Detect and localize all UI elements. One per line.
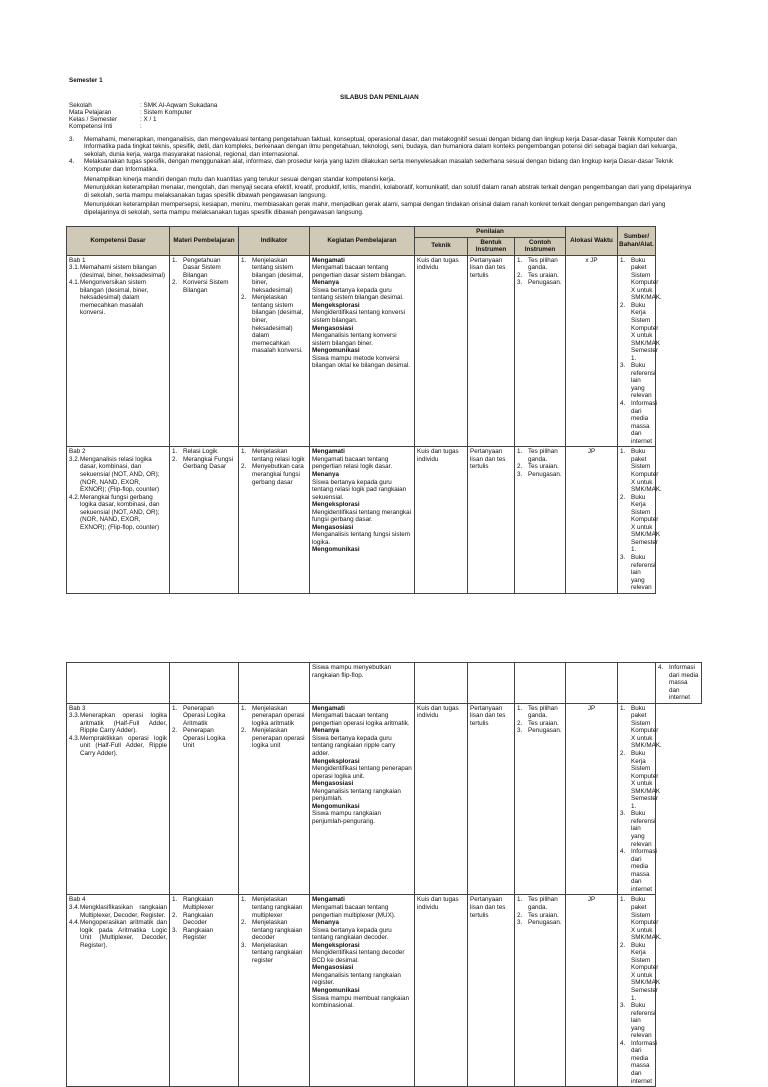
ki4-line: Menunjukkan keterampilan mempersepsi, kesiapan, meniru, membiasakan gerak mahir, menjadikan gerak alami, sampai dengan tindakan orisinal dalam ranah konkret terkait dengan pengembangan dari yang xyxy=(84,201,666,208)
header-bentuk: Bentuk Instrumen xyxy=(468,237,515,255)
step-heading: Menanya xyxy=(312,470,339,478)
list-item: Rangkaian Register xyxy=(183,926,214,942)
alokasi-cell: JP xyxy=(566,447,618,593)
bentuk-cell: Pertanyaan lisan dan tes tertulis xyxy=(468,447,515,593)
list-item: Penugasan. xyxy=(528,470,562,478)
list-item: Menjelaskan tentang rangkaian register xyxy=(252,941,303,964)
kegiatan-cell xyxy=(310,703,415,895)
list-item: Menjelaskan tentang sistem bilangan (desimal, biner, heksadesimal) xyxy=(252,256,304,294)
step-heading: Mengomunikasi xyxy=(312,347,360,355)
list-item: Buku referensi lain yang relevan xyxy=(631,553,656,592)
school-value: : SMK Al-Aqwam Sukadana xyxy=(140,102,218,109)
list-item: Informasi dari media massa dan internet xyxy=(631,400,657,445)
list-item: Tes pilihan ganda. xyxy=(528,896,558,911)
list-item: Buku paket Sistem Komputer X untuk SMK/MAK. xyxy=(631,256,662,302)
step-heading: Mengomunikasi xyxy=(312,546,360,554)
materi-cell: 1. Rangkaian Multiplexer 2. Rangkaian Decoder 3. Rangkaian Register xyxy=(170,895,239,1087)
chapter-title: Bab 1 xyxy=(69,256,86,264)
list-item: Menjelaskan tentang rangkaian decoder xyxy=(252,919,303,942)
sumber-cell: 1. Buku paket Sistem Komputer X untuk SMK/MAK. 2. Buku Kerja Sistem Komputer X untuk SMK/MAK Semester 1. 3. Buku referensi lain yang relevan 4. Informasi dari media massa dan internet xyxy=(618,895,656,1087)
contoh-cell: 1. Tes pilihan ganda. 2. Tes uraian. 3. Penugasan. xyxy=(515,255,566,447)
kd-text: Menganalisis relasi logika dasar, kombinasi, dan sekuensial (NOT, AND, OR); (NOR, NAND, EXOR, EXNOR); (Flip-flop, counter) xyxy=(80,455,160,494)
step-text: Siswa mampu membuat rangkaian kombinasional. xyxy=(312,994,409,1010)
teknik-cell: Kuis dan tugas individu xyxy=(415,895,468,1087)
kd-text: Mempraktikkan operasi logik unit (Half-Full Adder, Ripple Carry Adder). xyxy=(80,734,167,758)
materi-cell: 1. Pengetahuan Dasar Sistem Bilangan 2. Konversi Sistem Bilangan xyxy=(170,255,239,447)
list-item: Menjelaskan tentang sistem bilangan (desimal, biner, heksadesimal) dalam memecahkan masalah konversi. xyxy=(252,294,304,355)
step-heading: Mengasosiasi xyxy=(312,324,354,332)
kd-number: 3.2. xyxy=(69,455,80,463)
kd-cell xyxy=(67,447,170,593)
step-text: Mengamati bacaan tentang pengertian dasar sistem bilangan. xyxy=(312,264,407,279)
contoh-cell: 1. Tes pilihan ganda. 2. Tes uraian. 3. Penugasan. xyxy=(515,703,566,895)
contoh-cell: 1. Tes pilihan ganda. 2. Tes uraian. 3. Penugasan. xyxy=(515,895,566,1087)
list-item: Menjelaskan tentang rangkaian multiplexer xyxy=(252,896,303,919)
chapter-title: Bab 2 xyxy=(69,448,86,456)
syllabus-table-continued xyxy=(66,662,702,1087)
list-item: Buku Kerja Sistem Komputer X untuk SMK/MAK Semester 1. xyxy=(631,493,661,554)
chapter-title: Bab 3 xyxy=(69,704,86,712)
chapter-title: Bab 4 xyxy=(69,896,86,904)
list-item: Buku referensi lain yang relevan xyxy=(631,810,656,848)
kd-text: Mengoperasikan aritmatik dan logik pada Aritmatika Logic Unit (Multiplexer, Decoder, Register). xyxy=(80,919,167,949)
list-item: Penerapan Operasi Logika Aritmatik xyxy=(183,704,226,727)
step-text: Menganalisis tentang rangkaian register. xyxy=(312,971,401,987)
class-value: : X / 1 xyxy=(140,116,157,123)
kegiatan-cell xyxy=(310,895,415,1087)
alokasi-cell: JP xyxy=(566,703,618,895)
teknik-cell: Kuis dan tugas individu xyxy=(415,447,468,593)
step-heading: Mengeksplorasi xyxy=(312,301,360,309)
table-row xyxy=(67,255,702,447)
kd-text: Memahami sistem bilangan (desimal, biner, heksadesimal) xyxy=(80,264,166,279)
ki4-line: di sekolah, serta mampu melaksanakan tugas spesifik dibawah pengawasan langsung. xyxy=(84,192,327,199)
kd-number: 3.4. xyxy=(69,903,80,911)
list-item: Tes uraian. xyxy=(528,271,559,279)
header-teknik: Teknik xyxy=(415,237,468,255)
list-item: Tes pilihan ganda. xyxy=(528,448,558,463)
list-item: Konversi Sistem Bilangan xyxy=(183,279,229,294)
school-label: Sekolah xyxy=(69,102,92,109)
alokasi-cell: x JP xyxy=(566,255,618,447)
list-item: Buku Kerja Sistem Komputer X untuk SMK/MAK Semester 1. xyxy=(631,301,661,362)
sumber-cell: 1. Buku paket Sistem Komputer X untuk SMK/MAK. 2. Buku Kerja Sistem Komputer X untuk SMK/MAK Semester 1. 3. Buku referensi lain yang relevan xyxy=(618,447,656,593)
document-title: SILABUS DAN PENILAIAN xyxy=(340,94,419,101)
list-item: Menjelaskan penerapan operasi logika unit xyxy=(252,727,305,750)
kd-text: Menerapkan operasi logika aritmatik (Half-Full Adder, Ripple Carry Adder). xyxy=(80,712,167,735)
ki4-line: Melaksanakan tugas spesifik, dengan menggunakan alat, informasi, dan prosedur kerja yang lazim dilakukan serta menyelesaikan masalah sederhana sesuai dengan bidang dan lingkup kerja Dasar-dasar Teknik xyxy=(84,158,673,165)
kd-cell xyxy=(67,703,170,895)
list-item: Penugasan. xyxy=(528,919,562,927)
teknik-cell: Kuis dan tugas individu xyxy=(415,703,468,895)
table-row xyxy=(67,703,702,895)
list-item: Tes pilihan ganda. xyxy=(528,704,558,720)
list-item: Rangkaian Decoder xyxy=(183,911,214,927)
ki4-line: Menunjukkan keterampilan menalar, mengolah, dan menyaji secara efektif, kreatif, produktif, kritis, mandiri, kolaboratif, komunikatif, dan solutif dalam ranah abstrak terkait dengan pengembangan dari yang dipelajarinya xyxy=(84,184,692,191)
step-heading: Menanya xyxy=(312,727,339,735)
kd-number: 4.3. xyxy=(69,734,80,742)
list-item: Buku paket Sistem Komputer X untuk SMK/MAK. xyxy=(631,896,662,942)
step-heading: Mengamati xyxy=(312,704,345,712)
sumber-cell: 1. Buku paket Sistem Komputer X untuk SMK/MAK. 2. Buku Kerja Sistem Komputer X untuk SMK/MAK Semester 1. 3. Buku referensi lain yang relevan 4. Informasi dari media massa dan internet xyxy=(618,255,656,447)
kegiatan-cell xyxy=(310,255,415,447)
step-heading: Mengeksplorasi xyxy=(312,501,360,509)
list-item: Merangkai Fungsi Gerbang Dasar xyxy=(183,455,234,471)
indikator-cell: 1. Menjelaskan tentang sistem bilangan (desimal, biner, heksadesimal) 2. Menjelaskan tentang sistem bilangan (desimal, biner, heksadesimal) dalam memecahkan masalah konversi. xyxy=(239,255,310,447)
list-item: Relasi Logik xyxy=(183,448,218,456)
kd-number: 4.4. xyxy=(69,919,80,927)
class-label: Kelas / Semester xyxy=(69,116,117,123)
ki3-line: Memahami, menerapkan, menganalisis, dan mengevaluasi tentang pengetahuan faktual, konseptual, operasional dasar, dan metakognitif sesuai dengan bidang dan lingkup kerja Dasar-dasar Teknik Komputer dan xyxy=(84,136,677,143)
table-row xyxy=(67,663,702,704)
step-heading: Mengamati xyxy=(312,256,345,264)
materi-cell: 1. Relasi Logik 2. Merangkai Fungsi Gerbang Dasar xyxy=(170,447,239,593)
list-item: Buku paket Sistem Komputer X untuk SMK/MAK. xyxy=(631,704,662,750)
step-heading: Mengomunikasi xyxy=(312,802,360,810)
table-row xyxy=(67,447,702,593)
ki4-line: Menampilkan kinerja mandiri dengan mutu dan kuantitas yang terukur sesuai dengan standar kompetensi kerja. xyxy=(84,176,396,183)
kd-text: Merangkai fungsi gerbang logika dasar, kombinasi, dan sekuensial (NOT, AND, OR); (NOR, NAND, EXOR, EXNOR); (Flip-flop, counter) xyxy=(80,493,160,531)
kd-number: 4.1. xyxy=(69,279,80,287)
ki4-number: 4. xyxy=(69,158,75,165)
list-item: Informasi dari media massa dan internet xyxy=(631,1039,657,1085)
list-item: Menjelaskan penerapan operasi logika aritmatik xyxy=(252,704,305,727)
step-heading: Mengasosiasi xyxy=(312,964,354,972)
bentuk-cell: Pertanyaan lisan dan tes tertulis xyxy=(468,703,515,895)
step-heading: Mengeksplorasi xyxy=(312,941,360,949)
kegiatan-cell xyxy=(310,663,415,704)
list-item: Informasi dari media massa dan internet xyxy=(631,848,657,893)
step-text: Mengamati bacaan tentang pengertian relasi logik dasar. xyxy=(312,455,393,471)
list-item: Penugasan. xyxy=(528,727,562,735)
step-text: Siswa bertanya kepada guru tentang rangkaian decoder. xyxy=(312,926,392,942)
list-item: Tes pilihan ganda. xyxy=(528,256,558,272)
step-text: Menganalisis tentang fungsi sistem logika. xyxy=(312,531,411,546)
kd-cell xyxy=(67,255,170,447)
indikator-cell: 1. Menjelaskan tentang rangkaian multiplexer 2. Menjelaskan tentang rangkaian decoder 3. Menjelaskan tentang rangkaian register xyxy=(239,895,310,1087)
core-competence-label: Kompetensi Inti xyxy=(69,123,113,130)
list-item: Tes uraian. xyxy=(528,719,559,727)
header-kegiatan: Kegiatan Pembelajaran xyxy=(310,227,415,256)
step-text: Menganalisis tentang rangkaian penjumlah. xyxy=(312,787,401,803)
kd-text: Mengklasifikasikan rangkaian Multiplexer, Decoder, Register. xyxy=(80,903,167,919)
header-sumber: Sumber/ Bahan/Alat. xyxy=(618,227,656,256)
step-text: Mengamati bacaan tentang pengertian operasi logika aritmatik. xyxy=(312,712,410,727)
sumber-cell: 4. Informasi dari media massa dan internet xyxy=(656,663,702,704)
kegiatan-cell xyxy=(310,447,415,593)
step-heading: Mengasosiasi xyxy=(312,523,354,531)
list-item: Informasi dari media massa dan internet xyxy=(669,664,699,702)
step-text: Mengamati bacaan tentang pengertian multiplexer (MUX). xyxy=(312,903,396,919)
core-competence-value: : xyxy=(140,123,142,130)
kd-number: 3.1. xyxy=(69,264,80,272)
kd-text: Mengonversikan sistem bilangan (desimal, biner, heksadesimal) dalam memecahkan masalah konversi. xyxy=(80,279,149,317)
bentuk-cell: Pertanyaan lisan dan tes tertulis xyxy=(468,255,515,447)
step-text: Mengidentifikasi tentang decoder BCD ke desimal. xyxy=(312,949,405,964)
step-heading: Menanya xyxy=(312,919,339,927)
alokasi-cell: JP xyxy=(566,895,618,1087)
step-heading: Mengamati xyxy=(312,448,345,456)
ki4-line: Komputer dan Informatika. xyxy=(84,166,159,173)
list-item: Buku referensi lain yang relevan xyxy=(631,362,656,400)
step-text: Siswa mampu metode konversi bilangan oktal ke bilangan desimal. xyxy=(312,354,411,370)
kd-number: 3.3. xyxy=(69,712,80,720)
ki3-number: 3. xyxy=(69,136,75,143)
step-heading: Menanya xyxy=(312,279,339,287)
step-heading: Mengeksplorasi xyxy=(312,757,360,765)
subject-value: : Sistem Komputer xyxy=(140,109,192,116)
step-text: Mengidentifikasi tentang konversi sistem bilangan. xyxy=(312,309,406,325)
ki3-line: Informatika pada tingkat teknis, spesifik, detil, dan kompleks, berkenaan dengan ilmu pengetahuan, teknologi, seni, budaya, dan humaniora dalam konteks pengembangan potensi diri sebagai bagian dari keluarga, xyxy=(84,143,677,150)
list-item: Tes uraian. xyxy=(528,463,559,471)
list-item: Menyebutkan cara merangkai fungsi gerbang dasar xyxy=(252,463,304,486)
step-heading: Mengomunikasi xyxy=(312,986,360,994)
header-kd: Kompetensi Dasar xyxy=(67,227,170,256)
ki3-line: sekolah, dunia kerja, warga masyarakat nasional, regional, dan internasional. xyxy=(84,151,300,158)
list-item: Buku referensi lain yang relevan xyxy=(631,1002,656,1040)
table-row xyxy=(67,895,702,1087)
ki4-line: dipelajarinya di sekolah, serta mampu melaksanakan tugas spesifik dibawah pengawasan langsung. xyxy=(84,209,364,216)
list-item: Buku Kerja Sistem Komputer X untuk SMK/MAK Semester 1. xyxy=(631,941,661,1002)
list-item: Buku Kerja Sistem Komputer X untuk SMK/MAK Semester 1. xyxy=(631,750,661,810)
list-item: Rangkaian Multiplexer xyxy=(183,896,214,911)
materi-cell: 1. Penerapan Operasi Logika Aritmatik 2. Penerapan Operasi Logika Unit xyxy=(170,703,239,895)
subject-label: Mata Pelajaran xyxy=(69,109,112,116)
step-text: Menganalisis tentang konversi sistem bilangan biner. xyxy=(312,332,397,347)
list-item: Penugasan. xyxy=(528,279,562,287)
syllabus-table xyxy=(66,226,702,594)
step-text: Siswa bertanya kepada guru tentang rangkaian ripple carry adder. xyxy=(312,734,396,758)
step-text: Siswa bertanya kepada guru tentang relasi logik pad rangkaian sekuensial. xyxy=(312,478,407,501)
list-item: Pengetahuan Dasar Sistem Bilangan xyxy=(183,256,221,279)
step-heading: Mengasosiasi xyxy=(312,780,354,788)
list-item: Tes uraian. xyxy=(528,911,559,919)
step-text: Mengidentifikasi tentang penerapan operasi logika unit. xyxy=(312,765,412,780)
sumber-cell: 1. Buku paket Sistem Komputer X untuk SMK/MAK. 2. Buku Kerja Sistem Komputer X untuk SMK/MAK Semester 1. 3. Buku referensi lain yang relevan 4. Informasi dari media massa dan internet xyxy=(618,703,656,895)
bentuk-cell: Pertanyaan lisan dan tes tertulis xyxy=(468,895,515,1087)
kd-number: 4.2. xyxy=(69,493,80,501)
list-item: Penerapan Operasi Logika Unit xyxy=(183,727,226,750)
header-materi: Materi Pembelajaran xyxy=(170,227,239,256)
step-text: Siswa bertanya kepada guru tentang sistem bilangan desimal. xyxy=(312,286,404,302)
indikator-cell: 1. Menjelaskan tentang relasi logik 2. Menyebutkan cara merangkai fungsi gerbang dasar xyxy=(239,447,310,593)
header-penilaian: Penilaian xyxy=(415,227,566,238)
step-text: Mengidentifikasi tentang merangkai fungsi gerbang dasar. xyxy=(312,508,412,524)
step-heading: Mengamati xyxy=(312,896,345,904)
kd-cell xyxy=(67,895,170,1087)
list-item: Menjelaskan tentang relasi logik xyxy=(252,448,305,463)
indikator-cell: 1. Menjelaskan penerapan operasi logika aritmatik 2. Menjelaskan penerapan operasi logika unit xyxy=(239,703,310,895)
step-text: Siswa mampu rangkaian penjumlah-pengurang. xyxy=(312,810,381,825)
header-indikator: Indikator xyxy=(239,227,310,256)
header-alokasi: Alokasi Waktu xyxy=(566,227,618,256)
step-text: Siswa mampu menyebutkan rangkaian flip-flop. xyxy=(312,664,392,679)
contoh-cell: 1. Tes pilihan ganda. 2. Tes uraian. 3. Penugasan. xyxy=(515,447,566,593)
list-item: Buku paket Sistem Komputer X untuk SMK/MAK. xyxy=(631,448,662,494)
header-contoh: Contoh Instrumen xyxy=(515,237,566,255)
semester-label: Semester 1 xyxy=(69,77,103,84)
teknik-cell: Kuis dan tugas individu xyxy=(415,255,468,447)
